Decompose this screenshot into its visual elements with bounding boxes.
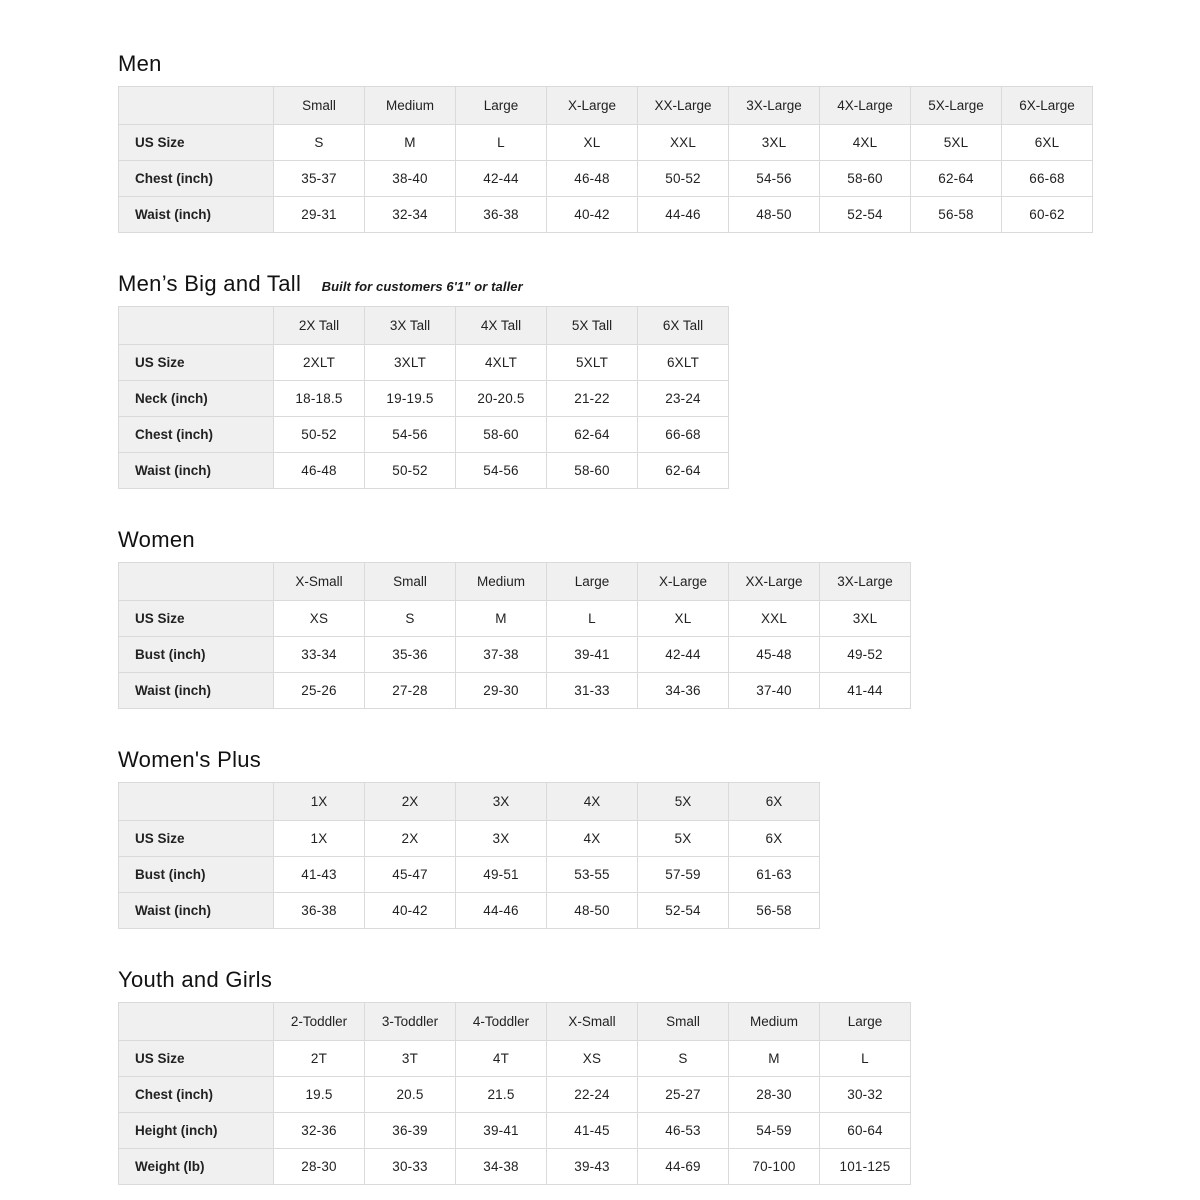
value-cell: 42-44: [638, 637, 729, 673]
value-cell: XXL: [638, 125, 729, 161]
value-cell: 60-62: [1002, 197, 1093, 233]
value-cell: 4XL: [820, 125, 911, 161]
value-cell: 60-64: [820, 1113, 911, 1149]
value-cell: 18-18.5: [274, 381, 365, 417]
value-cell: 30-32: [820, 1077, 911, 1113]
value-cell: 57-59: [638, 857, 729, 893]
column-header: 3X Tall: [365, 307, 456, 345]
corner-cell: [119, 563, 274, 601]
value-cell: 48-50: [729, 197, 820, 233]
value-cell: 6XL: [1002, 125, 1093, 161]
row-label: Neck (inch): [119, 381, 274, 417]
value-cell: 52-54: [638, 893, 729, 929]
corner-cell: [119, 307, 274, 345]
value-cell: 49-52: [820, 637, 911, 673]
row-label: Bust (inch): [119, 857, 274, 893]
column-header: 3X-Large: [729, 87, 820, 125]
row-label: Weight (lb): [119, 1149, 274, 1185]
column-header: 5X-Large: [911, 87, 1002, 125]
value-cell: 37-38: [456, 637, 547, 673]
table-row: [119, 857, 820, 893]
value-cell: 62-64: [547, 417, 638, 453]
column-header: 5X Tall: [547, 307, 638, 345]
table-row: [119, 161, 1093, 197]
value-cell: S: [365, 601, 456, 637]
row-label: US Size: [119, 821, 274, 857]
section-womens-plus-title-row: [118, 747, 1200, 773]
value-cell: 21.5: [456, 1077, 547, 1113]
value-cell: 40-42: [365, 893, 456, 929]
table-row: [119, 197, 1093, 233]
column-header: Large: [547, 563, 638, 601]
value-cell: 22-24: [547, 1077, 638, 1113]
row-label: US Size: [119, 601, 274, 637]
value-cell: 2T: [274, 1041, 365, 1077]
value-cell: 50-52: [365, 453, 456, 489]
value-cell: 34-38: [456, 1149, 547, 1185]
column-header: 4X Tall: [456, 307, 547, 345]
value-cell: 32-34: [365, 197, 456, 233]
value-cell: 25-27: [638, 1077, 729, 1113]
section-big-tall-title-row: [118, 271, 1200, 297]
row-label: Bust (inch): [119, 637, 274, 673]
value-cell: 56-58: [729, 893, 820, 929]
value-cell: 5X: [638, 821, 729, 857]
value-cell: 39-41: [456, 1113, 547, 1149]
table-row: [119, 637, 911, 673]
value-cell: 34-36: [638, 673, 729, 709]
column-header: Small: [365, 563, 456, 601]
section-subtitle: Built for customers 6'1" or taller: [321, 279, 523, 294]
value-cell: 29-30: [456, 673, 547, 709]
corner-cell: [119, 783, 274, 821]
value-cell: 45-47: [365, 857, 456, 893]
value-cell: 58-60: [547, 453, 638, 489]
row-label: Height (inch): [119, 1113, 274, 1149]
value-cell: 6XLT: [638, 345, 729, 381]
section-men: [118, 51, 1200, 233]
row-label: Waist (inch): [119, 673, 274, 709]
column-header: Large: [820, 1003, 911, 1041]
value-cell: 70-100: [729, 1149, 820, 1185]
value-cell: 3XL: [729, 125, 820, 161]
size-table-women: [118, 562, 911, 709]
value-cell: 31-33: [547, 673, 638, 709]
value-cell: 19-19.5: [365, 381, 456, 417]
size-table-mens-big-and-tall: [118, 306, 729, 489]
value-cell: 32-36: [274, 1113, 365, 1149]
value-cell: 35-37: [274, 161, 365, 197]
row-label: US Size: [119, 1041, 274, 1077]
value-cell: 39-41: [547, 637, 638, 673]
column-header: 5X: [638, 783, 729, 821]
corner-cell: [119, 87, 274, 125]
table-row: [119, 381, 729, 417]
value-cell: 44-46: [456, 893, 547, 929]
value-cell: 2X: [365, 821, 456, 857]
value-cell: 28-30: [274, 1149, 365, 1185]
value-cell: 25-26: [274, 673, 365, 709]
section-title: Men’s Big and Tall: [118, 271, 302, 296]
value-cell: 46-53: [638, 1113, 729, 1149]
value-cell: 23-24: [638, 381, 729, 417]
value-cell: 50-52: [274, 417, 365, 453]
column-header: XX-Large: [638, 87, 729, 125]
value-cell: M: [365, 125, 456, 161]
table-row: [119, 417, 729, 453]
value-cell: XS: [274, 601, 365, 637]
value-cell: 6X: [729, 821, 820, 857]
column-header: 3-Toddler: [365, 1003, 456, 1041]
value-cell: 54-56: [456, 453, 547, 489]
column-header: 2X Tall: [274, 307, 365, 345]
section-youth-and-girls: [118, 967, 1200, 1185]
value-cell: 20-20.5: [456, 381, 547, 417]
row-label: Chest (inch): [119, 161, 274, 197]
value-cell: 66-68: [1002, 161, 1093, 197]
column-header: 2X: [365, 783, 456, 821]
value-cell: S: [274, 125, 365, 161]
column-header-row: [119, 307, 729, 345]
section-title: Men: [118, 51, 162, 76]
value-cell: 36-39: [365, 1113, 456, 1149]
value-cell: 44-46: [638, 197, 729, 233]
section-mens-big-and-tall: [118, 271, 1200, 489]
value-cell: 36-38: [456, 197, 547, 233]
section-title: Women's Plus: [118, 747, 262, 772]
value-cell: 28-30: [729, 1077, 820, 1113]
table-row: [119, 453, 729, 489]
value-cell: 41-43: [274, 857, 365, 893]
table-row: [119, 1077, 911, 1113]
row-label: Waist (inch): [119, 197, 274, 233]
value-cell: L: [456, 125, 547, 161]
value-cell: 62-64: [911, 161, 1002, 197]
value-cell: 58-60: [820, 161, 911, 197]
column-header: 1X: [274, 783, 365, 821]
column-header: 6X Tall: [638, 307, 729, 345]
row-label: US Size: [119, 345, 274, 381]
column-header: XX-Large: [729, 563, 820, 601]
column-header: Medium: [365, 87, 456, 125]
row-label: Chest (inch): [119, 1077, 274, 1113]
table-row: [119, 893, 820, 929]
table-row: [119, 601, 911, 637]
column-header: 4-Toddler: [456, 1003, 547, 1041]
value-cell: 3XL: [820, 601, 911, 637]
value-cell: 4XLT: [456, 345, 547, 381]
row-label: US Size: [119, 125, 274, 161]
column-header: 2-Toddler: [274, 1003, 365, 1041]
value-cell: 3T: [365, 1041, 456, 1077]
value-cell: 48-50: [547, 893, 638, 929]
value-cell: 27-28: [365, 673, 456, 709]
value-cell: 61-63: [729, 857, 820, 893]
section-title: Youth and Girls: [118, 967, 273, 992]
value-cell: 46-48: [274, 453, 365, 489]
table-row: [119, 673, 911, 709]
value-cell: XXL: [729, 601, 820, 637]
column-header: Medium: [456, 563, 547, 601]
value-cell: 58-60: [456, 417, 547, 453]
section-womens-plus: [118, 747, 1200, 929]
column-header: Small: [638, 1003, 729, 1041]
value-cell: 44-69: [638, 1149, 729, 1185]
table-row: [119, 1149, 911, 1185]
section-men-title-row: [118, 51, 1200, 77]
value-cell: 46-48: [547, 161, 638, 197]
section-youth-title-row: [118, 967, 1200, 993]
column-header: 4X: [547, 783, 638, 821]
table-row: [119, 1113, 911, 1149]
column-header: Small: [274, 87, 365, 125]
value-cell: 36-38: [274, 893, 365, 929]
value-cell: 35-36: [365, 637, 456, 673]
value-cell: XS: [547, 1041, 638, 1077]
value-cell: 45-48: [729, 637, 820, 673]
column-header: Medium: [729, 1003, 820, 1041]
column-header: X-Large: [638, 563, 729, 601]
size-table-youth-and-girls: [118, 1002, 911, 1185]
value-cell: 56-58: [911, 197, 1002, 233]
column-header: X-Small: [547, 1003, 638, 1041]
value-cell: 52-54: [820, 197, 911, 233]
column-header: 3X-Large: [820, 563, 911, 601]
table-row: [119, 1041, 911, 1077]
value-cell: 30-33: [365, 1149, 456, 1185]
value-cell: 42-44: [456, 161, 547, 197]
value-cell: 19.5: [274, 1077, 365, 1113]
value-cell: 66-68: [638, 417, 729, 453]
value-cell: M: [729, 1041, 820, 1077]
column-header: 6X: [729, 783, 820, 821]
corner-cell: [119, 1003, 274, 1041]
column-header: X-Large: [547, 87, 638, 125]
table-row: [119, 345, 729, 381]
row-label: Waist (inch): [119, 893, 274, 929]
value-cell: 101-125: [820, 1149, 911, 1185]
value-cell: 20.5: [365, 1077, 456, 1113]
value-cell: 41-44: [820, 673, 911, 709]
value-cell: 5XL: [911, 125, 1002, 161]
value-cell: 33-34: [274, 637, 365, 673]
value-cell: 54-56: [365, 417, 456, 453]
value-cell: L: [547, 601, 638, 637]
column-header-row: [119, 1003, 911, 1041]
value-cell: 54-59: [729, 1113, 820, 1149]
column-header-row: [119, 87, 1093, 125]
section-title: Women: [118, 527, 195, 552]
value-cell: M: [456, 601, 547, 637]
section-women: [118, 527, 1200, 709]
value-cell: 50-52: [638, 161, 729, 197]
value-cell: S: [638, 1041, 729, 1077]
column-header: Large: [456, 87, 547, 125]
table-row: [119, 125, 1093, 161]
section-women-title-row: [118, 527, 1200, 553]
value-cell: 62-64: [638, 453, 729, 489]
column-header-row: [119, 563, 911, 601]
value-cell: 4X: [547, 821, 638, 857]
value-cell: 54-56: [729, 161, 820, 197]
value-cell: 39-43: [547, 1149, 638, 1185]
value-cell: 21-22: [547, 381, 638, 417]
table-row: [119, 821, 820, 857]
column-header: 4X-Large: [820, 87, 911, 125]
value-cell: L: [820, 1041, 911, 1077]
value-cell: 3X: [456, 821, 547, 857]
value-cell: 40-42: [547, 197, 638, 233]
value-cell: 1X: [274, 821, 365, 857]
column-header-row: [119, 783, 820, 821]
column-header: 6X-Large: [1002, 87, 1093, 125]
size-table-womens-plus: [118, 782, 820, 929]
value-cell: 38-40: [365, 161, 456, 197]
column-header: X-Small: [274, 563, 365, 601]
value-cell: 5XLT: [547, 345, 638, 381]
value-cell: 41-45: [547, 1113, 638, 1149]
value-cell: 4T: [456, 1041, 547, 1077]
value-cell: 37-40: [729, 673, 820, 709]
value-cell: 2XLT: [274, 345, 365, 381]
row-label: Chest (inch): [119, 417, 274, 453]
size-table-men: [118, 86, 1093, 233]
column-header: 3X: [456, 783, 547, 821]
value-cell: 53-55: [547, 857, 638, 893]
value-cell: 29-31: [274, 197, 365, 233]
value-cell: 3XLT: [365, 345, 456, 381]
value-cell: XL: [638, 601, 729, 637]
row-label: Waist (inch): [119, 453, 274, 489]
value-cell: 49-51: [456, 857, 547, 893]
value-cell: XL: [547, 125, 638, 161]
